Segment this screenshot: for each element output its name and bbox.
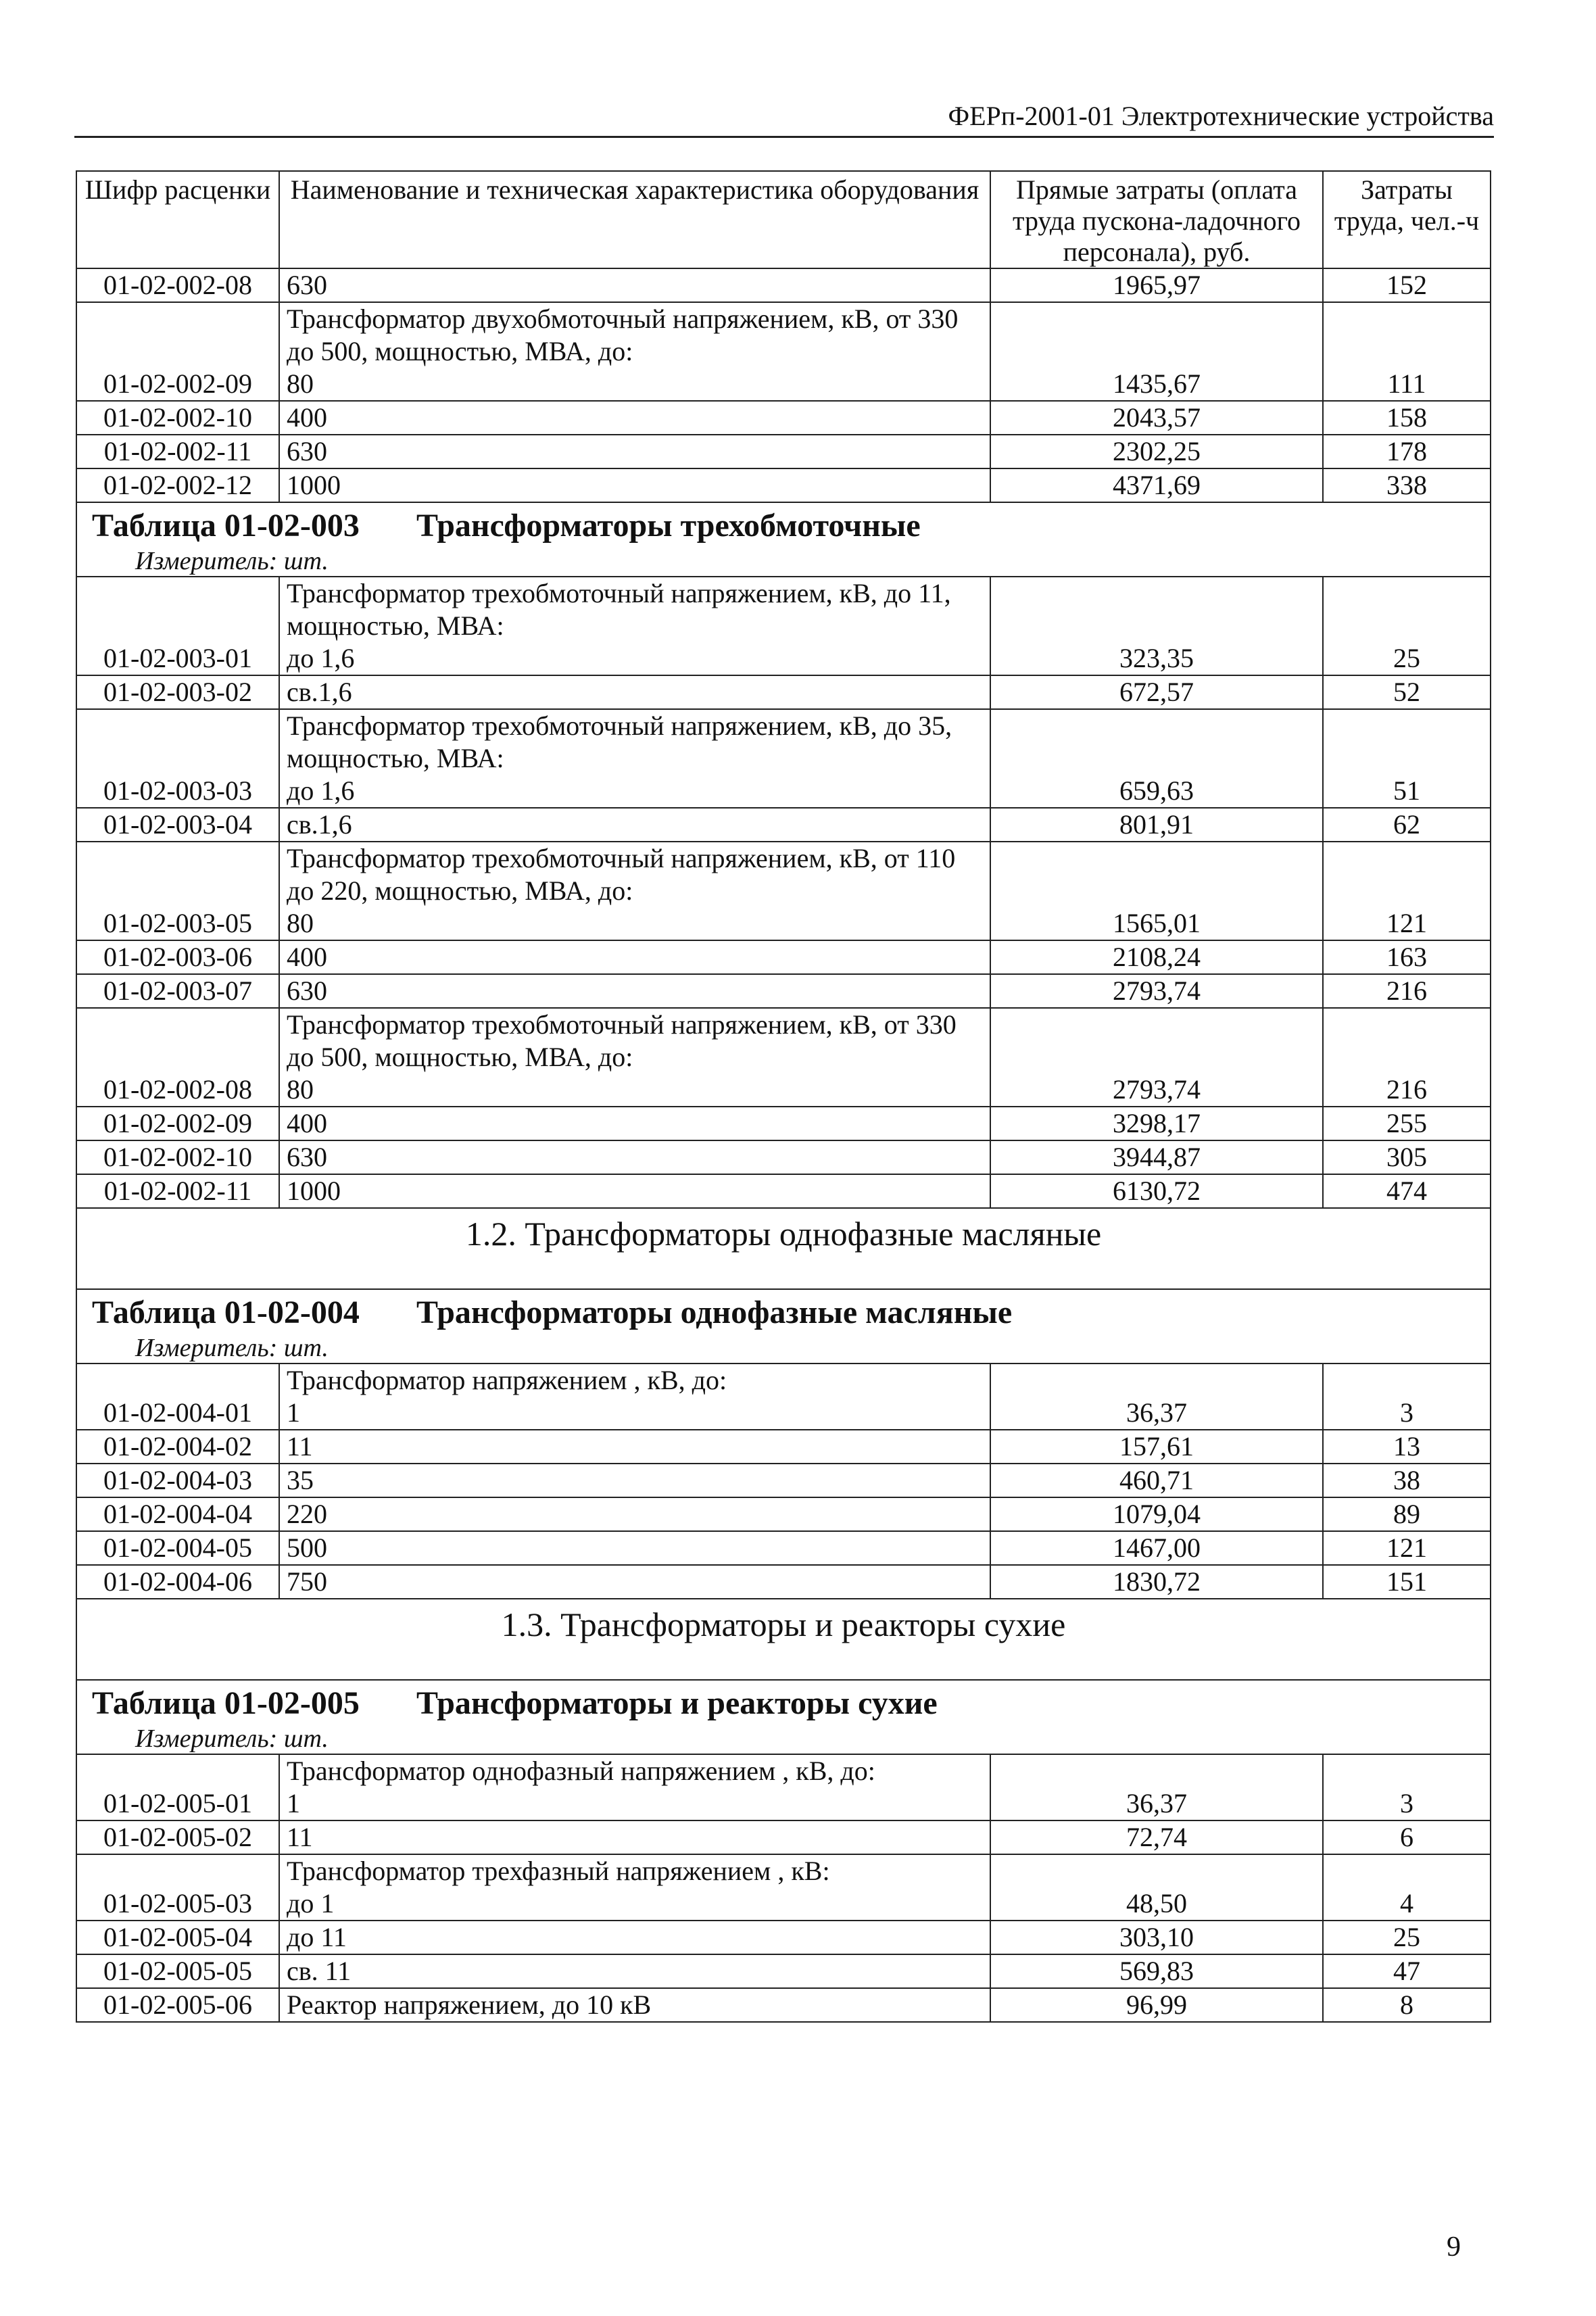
header-rule: [74, 136, 1494, 138]
table-row: [76, 401, 1491, 435]
table-row: [76, 1073, 1491, 1107]
empty-cell: [990, 842, 1323, 907]
empty-cell: [990, 577, 1323, 642]
rate-name: Реактор напряжением, до 10 кВ: [279, 1988, 990, 2022]
group-description: Трансформатор напряжением , кВ, до:: [279, 1364, 990, 1397]
table-number: Таблица 01-02-004: [92, 1295, 360, 1330]
rate-labor: 62: [1323, 808, 1491, 842]
rate-name: 630: [279, 1140, 990, 1174]
group-description: Трансформатор трехобмоточный напряжением, кВ, от 330 до 500, мощностью, МВА, до:: [279, 1008, 990, 1073]
section-row: [76, 1208, 1491, 1289]
rate-name: 400: [279, 940, 990, 974]
rate-code: 01-02-004-04: [76, 1497, 279, 1531]
rate-labor: 305: [1323, 1140, 1491, 1174]
rate-name: св. 11: [279, 1954, 990, 1988]
table-row: [76, 1954, 1491, 1988]
rate-direct-cost: 1435,67: [990, 368, 1323, 401]
empty-cell: [1323, 1008, 1491, 1073]
table-title-row: [76, 1289, 1491, 1364]
rate-labor: 89: [1323, 1497, 1491, 1531]
rate-name: 750: [279, 1565, 990, 1599]
table-row: [76, 1565, 1491, 1599]
empty-cell: [76, 1364, 279, 1397]
rate-direct-cost: 6130,72: [990, 1174, 1323, 1208]
rate-direct-cost: 36,37: [990, 1397, 1323, 1430]
table-header-row: [76, 171, 1491, 268]
group-description-row: [76, 842, 1491, 907]
table-title-cell: [76, 1289, 1491, 1364]
rate-labor: 38: [1323, 1464, 1491, 1497]
rate-labor: 6: [1323, 1820, 1491, 1854]
rate-direct-cost: 2043,57: [990, 401, 1323, 435]
rate-name: св.1,6: [279, 808, 990, 842]
rate-name: 80: [279, 907, 990, 940]
table-row: [76, 468, 1491, 502]
empty-cell: [76, 302, 279, 368]
empty-cell: [1323, 1364, 1491, 1397]
rate-code: 01-02-002-12: [76, 468, 279, 502]
rate-labor: 255: [1323, 1107, 1491, 1140]
rate-code: 01-02-004-02: [76, 1430, 279, 1464]
rate-labor: 3: [1323, 1787, 1491, 1820]
rate-code: 01-02-004-01: [76, 1397, 279, 1430]
table-row: [76, 1497, 1491, 1531]
group-description-row: [76, 1754, 1491, 1787]
unit-of-measure: Измеритель: шт.: [135, 547, 329, 575]
group-description: Трансформатор трехобмоточный напряжением, кВ, до 35, мощностью, МВА:: [279, 709, 990, 775]
rate-labor: 111: [1323, 368, 1491, 401]
empty-cell: [1323, 577, 1491, 642]
rates-table: [76, 170, 1491, 2023]
rate-code: 01-02-002-11: [76, 1174, 279, 1208]
table-title-cell: [76, 502, 1491, 577]
rate-name: 400: [279, 1107, 990, 1140]
group-description: Трансформатор двухобмоточный напряжением, кВ, от 330 до 500, мощностью, МВА, до:: [279, 302, 990, 368]
rate-code: 01-02-002-09: [76, 1107, 279, 1140]
rate-direct-cost: 1467,00: [990, 1531, 1323, 1565]
rate-name: св.1,6: [279, 675, 990, 709]
table-title: [77, 503, 1490, 546]
rate-name: 80: [279, 1073, 990, 1107]
section-cell: [76, 1599, 1491, 1680]
table-row: [76, 1430, 1491, 1464]
rate-code: 01-02-003-02: [76, 675, 279, 709]
empty-cell: [1323, 1754, 1491, 1787]
rate-direct-cost: 96,99: [990, 1988, 1323, 2022]
rate-direct-cost: 569,83: [990, 1954, 1323, 1988]
rate-labor: 216: [1323, 974, 1491, 1008]
rate-direct-cost: 1965,97: [990, 268, 1323, 302]
rate-code: 01-02-002-10: [76, 1140, 279, 1174]
empty-cell: [1323, 302, 1491, 368]
empty-cell: [76, 1008, 279, 1073]
empty-cell: [1323, 842, 1491, 907]
table-row: [76, 642, 1491, 675]
rate-code: 01-02-003-01: [76, 642, 279, 675]
empty-cell: [76, 1854, 279, 1887]
rate-name: 11: [279, 1820, 990, 1854]
rate-code: 01-02-005-06: [76, 1988, 279, 2022]
rate-name: 11: [279, 1430, 990, 1464]
table-row: [76, 1787, 1491, 1820]
rate-labor: 178: [1323, 435, 1491, 468]
unit-of-measure: Измеритель: шт.: [135, 1334, 329, 1362]
section-spacer: [77, 1255, 1490, 1288]
empty-cell: [76, 709, 279, 775]
rate-labor: 216: [1323, 1073, 1491, 1107]
group-description-row: [76, 1008, 1491, 1073]
rate-direct-cost: 4371,69: [990, 468, 1323, 502]
table-row: [76, 775, 1491, 808]
rate-code: 01-02-002-11: [76, 435, 279, 468]
group-description: Трансформатор трехобмоточный напряжением, кВ, от 110 до 220, мощностью, МВА, до:: [279, 842, 990, 907]
rate-name: до 1,6: [279, 642, 990, 675]
section-heading: 1.3. Трансформаторы и реакторы сухие: [501, 1606, 1066, 1643]
rate-direct-cost: 3944,87: [990, 1140, 1323, 1174]
group-description: Трансформатор однофазный напряжением , кВ, до:: [279, 1754, 990, 1787]
rate-labor: 338: [1323, 468, 1491, 502]
group-description-row: [76, 709, 1491, 775]
rate-name: 500: [279, 1531, 990, 1565]
rate-code: 01-02-003-03: [76, 775, 279, 808]
table-title: [77, 1681, 1490, 1724]
rate-name: 630: [279, 974, 990, 1008]
group-description-row: [76, 1364, 1491, 1397]
rate-name: 35: [279, 1464, 990, 1497]
section-spacer: [77, 1645, 1490, 1679]
rate-name: 400: [279, 401, 990, 435]
rate-name: до 11: [279, 1921, 990, 1954]
table-row: [76, 1531, 1491, 1565]
rate-labor: 8: [1323, 1988, 1491, 2022]
rate-code: 01-02-003-06: [76, 940, 279, 974]
table-name: Трансформаторы однофазные масляные: [416, 1295, 1013, 1330]
header-code: Шифр расценки: [76, 171, 279, 268]
section-row: [76, 1599, 1491, 1680]
table-title: [77, 1290, 1490, 1333]
rate-labor: 47: [1323, 1954, 1491, 1988]
table-row: [76, 1140, 1491, 1174]
table-row: [76, 1820, 1491, 1854]
rate-name: 1000: [279, 1174, 990, 1208]
rate-code: 01-02-003-04: [76, 808, 279, 842]
table-row: [76, 368, 1491, 401]
table-row: [76, 1464, 1491, 1497]
group-description-row: [76, 1854, 1491, 1887]
rate-name: 1: [279, 1787, 990, 1820]
rate-code: 01-02-004-03: [76, 1464, 279, 1497]
rate-name: до 1: [279, 1887, 990, 1921]
header-name: Наименование и техническая характеристика оборудования: [279, 171, 990, 268]
rate-code: 01-02-005-01: [76, 1787, 279, 1820]
table-number: Таблица 01-02-003: [92, 508, 360, 544]
rate-direct-cost: 3298,17: [990, 1107, 1323, 1140]
empty-cell: [76, 1754, 279, 1787]
rate-name: 630: [279, 435, 990, 468]
rate-direct-cost: 48,50: [990, 1887, 1323, 1921]
rate-code: 01-02-003-07: [76, 974, 279, 1008]
table-row: [76, 1988, 1491, 2022]
rate-code: 01-02-002-09: [76, 368, 279, 401]
section-cell: [76, 1208, 1491, 1289]
rate-code: 01-02-005-05: [76, 1954, 279, 1988]
rate-direct-cost: 672,57: [990, 675, 1323, 709]
rate-direct-cost: 303,10: [990, 1921, 1323, 1954]
empty-cell: [990, 1854, 1323, 1887]
table-row: [76, 1397, 1491, 1430]
table-row: [76, 1921, 1491, 1954]
rate-name: 630: [279, 268, 990, 302]
rate-direct-cost: 1830,72: [990, 1565, 1323, 1599]
empty-cell: [990, 302, 1323, 368]
table-row: [76, 1887, 1491, 1921]
rate-name: 80: [279, 368, 990, 401]
table-number: Таблица 01-02-005: [92, 1685, 360, 1721]
rate-code: 01-02-005-04: [76, 1921, 279, 1954]
rate-labor: 152: [1323, 268, 1491, 302]
rate-code: 01-02-005-03: [76, 1887, 279, 1921]
rate-code: 01-02-004-05: [76, 1531, 279, 1565]
rate-labor: 121: [1323, 907, 1491, 940]
group-description: Трансформатор трехфазный напряжением , кВ:: [279, 1854, 990, 1887]
empty-cell: [76, 842, 279, 907]
group-description-row: [76, 577, 1491, 642]
table-title-row: [76, 502, 1491, 577]
empty-cell: [990, 709, 1323, 775]
table-row: [76, 268, 1491, 302]
rate-code: 01-02-003-05: [76, 907, 279, 940]
table-row: [76, 1107, 1491, 1140]
page-number: 9: [1447, 2231, 1461, 2263]
rate-direct-cost: 2793,74: [990, 1073, 1323, 1107]
rate-labor: 25: [1323, 1921, 1491, 1954]
rate-direct-cost: 1565,01: [990, 907, 1323, 940]
rate-direct-cost: 801,91: [990, 808, 1323, 842]
rate-code: 01-02-002-08: [76, 1073, 279, 1107]
rate-name: 1000: [279, 468, 990, 502]
rate-name: 220: [279, 1497, 990, 1531]
rate-direct-cost: 323,35: [990, 642, 1323, 675]
table-row: [76, 974, 1491, 1008]
rate-labor: 13: [1323, 1430, 1491, 1464]
empty-cell: [990, 1008, 1323, 1073]
empty-cell: [990, 1364, 1323, 1397]
rate-direct-cost: 36,37: [990, 1787, 1323, 1820]
rate-labor: 52: [1323, 675, 1491, 709]
table-row: [76, 675, 1491, 709]
table-name: Трансформаторы трехобмоточные: [416, 508, 921, 544]
rate-code: 01-02-004-06: [76, 1565, 279, 1599]
empty-cell: [1323, 1854, 1491, 1887]
rate-direct-cost: 157,61: [990, 1430, 1323, 1464]
table-row: [76, 940, 1491, 974]
group-description: Трансформатор трехобмоточный напряжением, кВ, до 11, мощностью, МВА:: [279, 577, 990, 642]
rate-direct-cost: 659,63: [990, 775, 1323, 808]
unit-of-measure: Измеритель: шт.: [135, 1724, 329, 1753]
rate-labor: 163: [1323, 940, 1491, 974]
rate-code: 01-02-005-02: [76, 1820, 279, 1854]
rate-name: до 1,6: [279, 775, 990, 808]
rate-direct-cost: 1079,04: [990, 1497, 1323, 1531]
rate-direct-cost: 2108,24: [990, 940, 1323, 974]
rate-labor: 51: [1323, 775, 1491, 808]
rate-direct-cost: 2302,25: [990, 435, 1323, 468]
rate-name: 1: [279, 1397, 990, 1430]
rate-code: 01-02-002-08: [76, 268, 279, 302]
table-row: [76, 907, 1491, 940]
rate-labor: 25: [1323, 642, 1491, 675]
group-description-row: [76, 302, 1491, 368]
header-direct-costs: Прямые затраты (оплата труда пускона-ладочного персонала), руб.: [990, 171, 1323, 268]
rate-direct-cost: 2793,74: [990, 974, 1323, 1008]
table-title-cell: [76, 1680, 1491, 1754]
table-title-row: [76, 1680, 1491, 1754]
table-name: Трансформаторы и реакторы сухие: [416, 1685, 938, 1721]
rate-labor: 4: [1323, 1887, 1491, 1921]
rate-direct-cost: 460,71: [990, 1464, 1323, 1497]
empty-cell: [76, 577, 279, 642]
table-row: [76, 808, 1491, 842]
rate-code: 01-02-002-10: [76, 401, 279, 435]
rate-direct-cost: 72,74: [990, 1820, 1323, 1854]
empty-cell: [1323, 709, 1491, 775]
empty-cell: [990, 1754, 1323, 1787]
table-row: [76, 1174, 1491, 1208]
rate-labor: 151: [1323, 1565, 1491, 1599]
header-labor: Затраты труда, чел.-ч: [1323, 171, 1491, 268]
table-row: [76, 435, 1491, 468]
rate-labor: 3: [1323, 1397, 1491, 1430]
rate-labor: 121: [1323, 1531, 1491, 1565]
section-heading: 1.2. Трансформаторы однофазные масляные: [465, 1215, 1102, 1253]
document-header: ФЕРп-2001-01 Электротехнические устройства: [948, 101, 1494, 131]
rate-labor: 158: [1323, 401, 1491, 435]
rate-labor: 474: [1323, 1174, 1491, 1208]
